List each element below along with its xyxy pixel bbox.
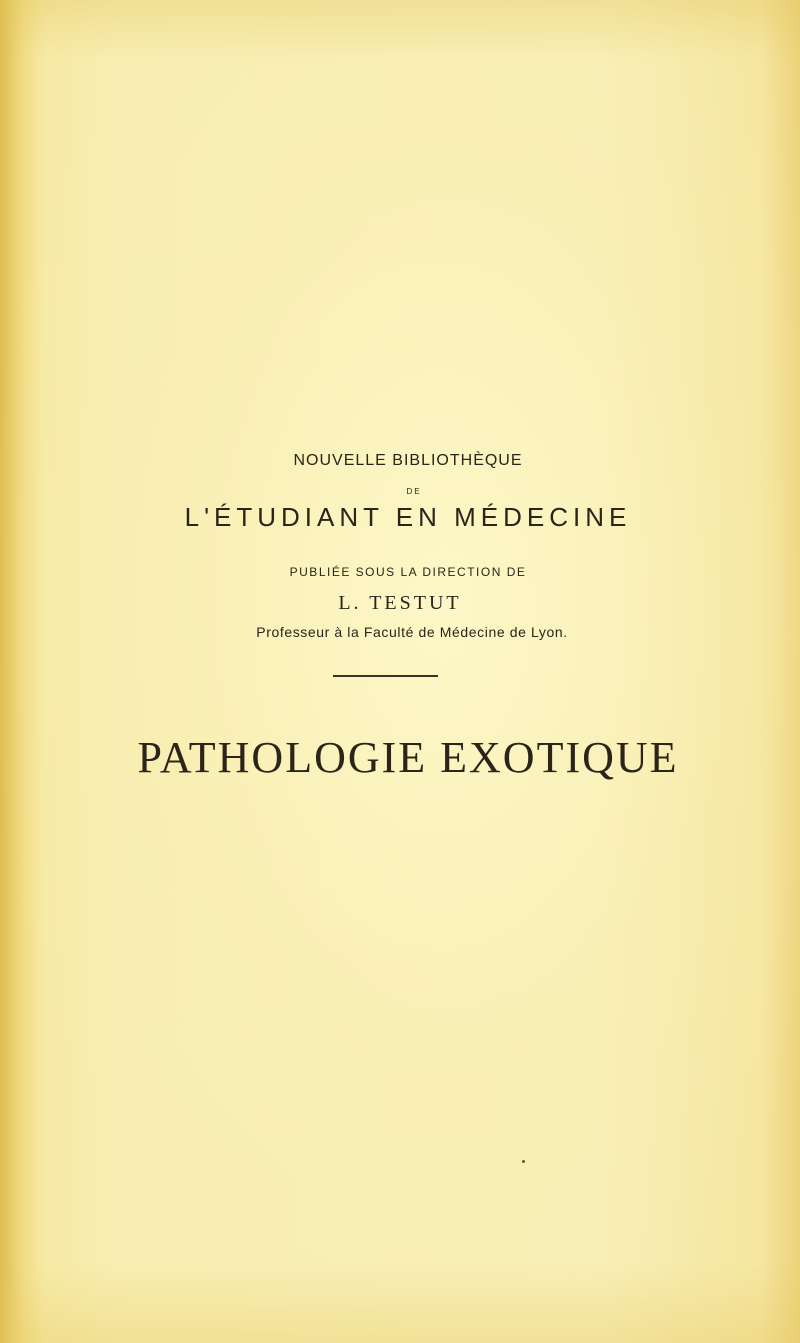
book-title: PATHOLOGIE EXOTIQUE bbox=[137, 733, 679, 782]
director-name: L. TESTUT bbox=[338, 592, 462, 614]
paper-bottom-shading bbox=[0, 1263, 800, 1343]
published-under-line: PUBLIÉE SOUS LA DIRECTION DE bbox=[289, 565, 527, 579]
series-name-line2: L'ÉTUDIANT EN MÉDECINE bbox=[184, 502, 632, 532]
separator-rule bbox=[333, 675, 438, 677]
series-name-de: DE bbox=[406, 487, 422, 496]
series-name-line1: NOUVELLE BIBLIOTHÈQUE bbox=[293, 452, 523, 469]
paper-edge-shading bbox=[0, 0, 40, 1343]
director-affiliation: Professeur à la Faculté de Médecine de Lyon. bbox=[256, 624, 568, 640]
paper-top-shading bbox=[0, 0, 800, 60]
paper-speck bbox=[522, 1160, 525, 1163]
